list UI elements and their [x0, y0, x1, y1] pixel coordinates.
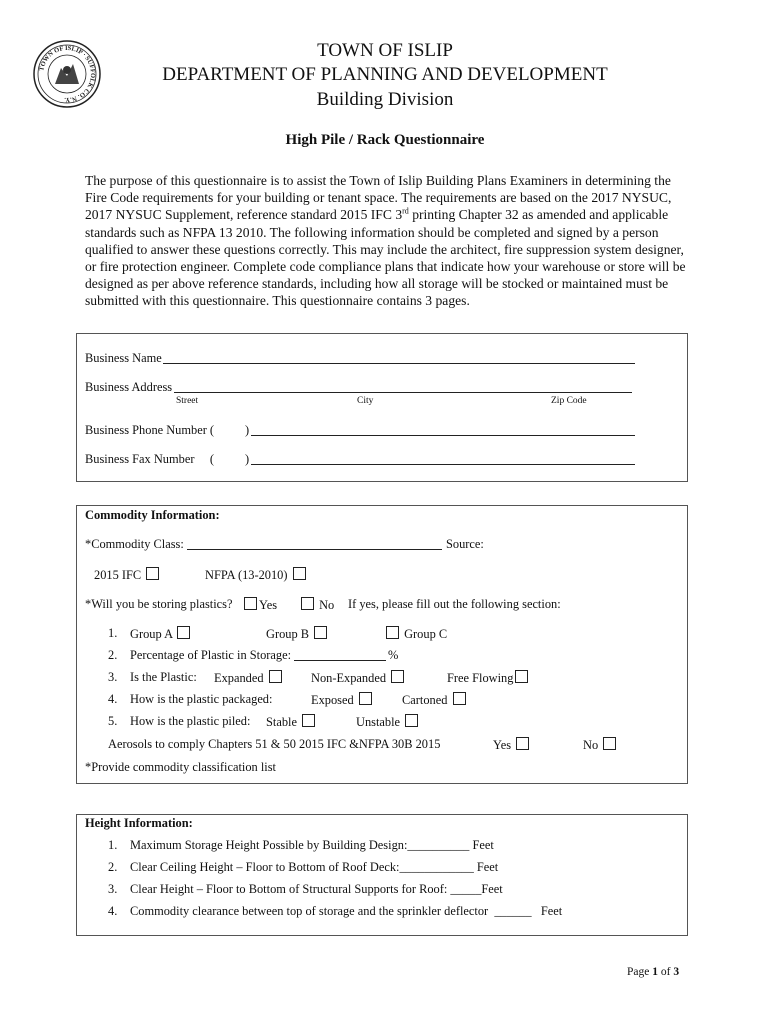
business-address-field[interactable]: [174, 392, 632, 393]
plastics-note: If yes, please fill out the following section:: [348, 597, 561, 611]
page-number: Page 1 of 3: [627, 966, 680, 978]
ifc-checkbox[interactable]: [146, 567, 159, 580]
group-b-option: Group B: [266, 626, 329, 642]
plastics-no-option: No: [299, 597, 334, 613]
item-number: 3.: [108, 670, 118, 684]
free-flowing-checkbox[interactable]: [515, 670, 528, 683]
expanded-checkbox[interactable]: [269, 670, 282, 683]
clear-ceiling-height-field[interactable]: Clear Ceiling Height – Floor to Bottom of Roof Deck:____________ Feet: [130, 860, 499, 874]
plastics-yes-checkbox[interactable]: [244, 597, 257, 610]
group-c-checkbox[interactable]: [386, 626, 399, 639]
cartoned-checkbox[interactable]: [453, 692, 466, 705]
commodity-class-label: *Commodity Class:: [85, 537, 184, 551]
plastic-percentage-field[interactable]: [294, 660, 386, 661]
nfpa-checkbox[interactable]: [293, 567, 306, 580]
group-b-checkbox[interactable]: [314, 626, 327, 639]
street-caption: Street: [176, 396, 199, 406]
business-name-label: Business Name: [85, 351, 162, 365]
is-plastic-label: Is the Plastic:: [130, 670, 197, 684]
commodity-heading: Commodity Information:: [85, 508, 220, 522]
aerosols-no-checkbox[interactable]: [603, 737, 616, 750]
piled-label: How is the plastic piled:: [130, 714, 251, 728]
item-number: 1.: [108, 626, 118, 640]
free-flowing-option: Free Flowing: [447, 670, 530, 686]
business-fax-label: Business Fax Number (: [85, 452, 215, 466]
cartoned-option: Cartoned: [402, 692, 468, 708]
item-number: 5.: [108, 714, 118, 728]
item-number: 3.: [108, 882, 118, 896]
city-caption: City: [357, 396, 374, 406]
non-expanded-option: Non-Expanded: [311, 670, 406, 686]
aerosols-no-option: No: [583, 737, 618, 753]
unstable-checkbox[interactable]: [405, 714, 418, 727]
svg-text:TOWN OF ISLIP · SUFFOLK CO. N.: TOWN OF ISLIP · SUFFOLK CO. N.Y.: [38, 44, 97, 104]
fax-paren-close: ): [245, 452, 250, 466]
business-fax-field[interactable]: [251, 464, 635, 465]
business-phone-field[interactable]: [251, 435, 635, 436]
classification-note: *Provide commodity classification list: [85, 760, 276, 774]
group-a-checkbox[interactable]: [177, 626, 190, 639]
plastics-yes-option: Yes: [242, 597, 277, 613]
aerosols-yes-checkbox[interactable]: [516, 737, 529, 750]
aerosols-label: Aerosols to comply Chapters 51 & 50 2015 IFC &NFPA 30B 2015: [108, 737, 441, 751]
height-heading: Height Information:: [85, 816, 193, 830]
business-name-field[interactable]: [163, 363, 635, 364]
phone-paren-close: ): [245, 423, 250, 437]
intro-paragraph: The purpose of this questionnaire is to assist the Town of Islip Building Plans Examiners in determining the Fire Code requirements for your building or tenant space. The requirements are based on the 2017 NYSUC, 2017 NYSUC Supplement, reference standard 2015 IFC 3rd printing Chapter 32 as amended and applicable standards such as NFPA 13 2010. The following information should be completed and signed by a person qualified to answer these questions correctly. This may include the architect, fire suppression system designer, or fire protection engineer. Complete code compliance plans that indicate how your warehouse or store will be designed as per above reference standards, including how all storage will be stocked or maintained must be submitted with this questionnaire. This questionnaire contains 3 pages.: [85, 173, 686, 309]
division-title: Building Division: [316, 89, 454, 110]
town-title: TOWN OF ISLIP: [317, 40, 453, 61]
nfpa-option: NFPA (13-2010): [205, 567, 308, 583]
business-phone-label: Business Phone Number (: [85, 423, 215, 437]
item-number: 4.: [108, 904, 118, 918]
non-expanded-checkbox[interactable]: [391, 670, 404, 683]
plastic-percentage-label: Percentage of Plastic in Storage:: [130, 648, 292, 662]
business-address-label: Business Address: [85, 380, 173, 394]
max-storage-height-field[interactable]: Maximum Storage Height Possible by Building Design:__________ Feet: [130, 838, 494, 852]
clear-height-supports-field[interactable]: Clear Height – Floor to Bottom of Structural Supports for Roof: _____Feet: [130, 882, 503, 896]
group-c-option: Group C: [384, 626, 447, 642]
item-number: 2.: [108, 860, 118, 874]
department-title: DEPARTMENT OF PLANNING AND DEVELOPMENT: [162, 64, 608, 85]
unstable-option: Unstable: [356, 714, 420, 730]
exposed-option: Exposed: [311, 692, 374, 708]
stable-checkbox[interactable]: [302, 714, 315, 727]
exposed-checkbox[interactable]: [359, 692, 372, 705]
source-label: Source:: [446, 537, 484, 551]
stable-option: Stable: [266, 714, 317, 730]
group-a-option: Group A: [130, 626, 192, 642]
commodity-class-field[interactable]: [187, 549, 442, 550]
plastics-no-checkbox[interactable]: [301, 597, 314, 610]
plastics-question: *Will you be storing plastics?: [85, 597, 233, 611]
zip-caption: Zip Code: [551, 396, 587, 406]
item-number: 2.: [108, 648, 118, 662]
expanded-option: Expanded: [214, 670, 284, 686]
aerosols-yes-option: Yes: [493, 737, 531, 753]
packaged-label: How is the plastic packaged:: [130, 692, 273, 706]
item-number: 1.: [108, 838, 118, 852]
ifc-option: 2015 IFC: [94, 567, 161, 583]
form-title: High Pile / Rack Questionnaire: [285, 132, 485, 148]
commodity-clearance-field[interactable]: Commodity clearance between top of storage and the sprinkler deflector ______ Feet: [130, 904, 563, 918]
item-number: 4.: [108, 692, 118, 706]
percent-sign: %: [388, 648, 399, 662]
